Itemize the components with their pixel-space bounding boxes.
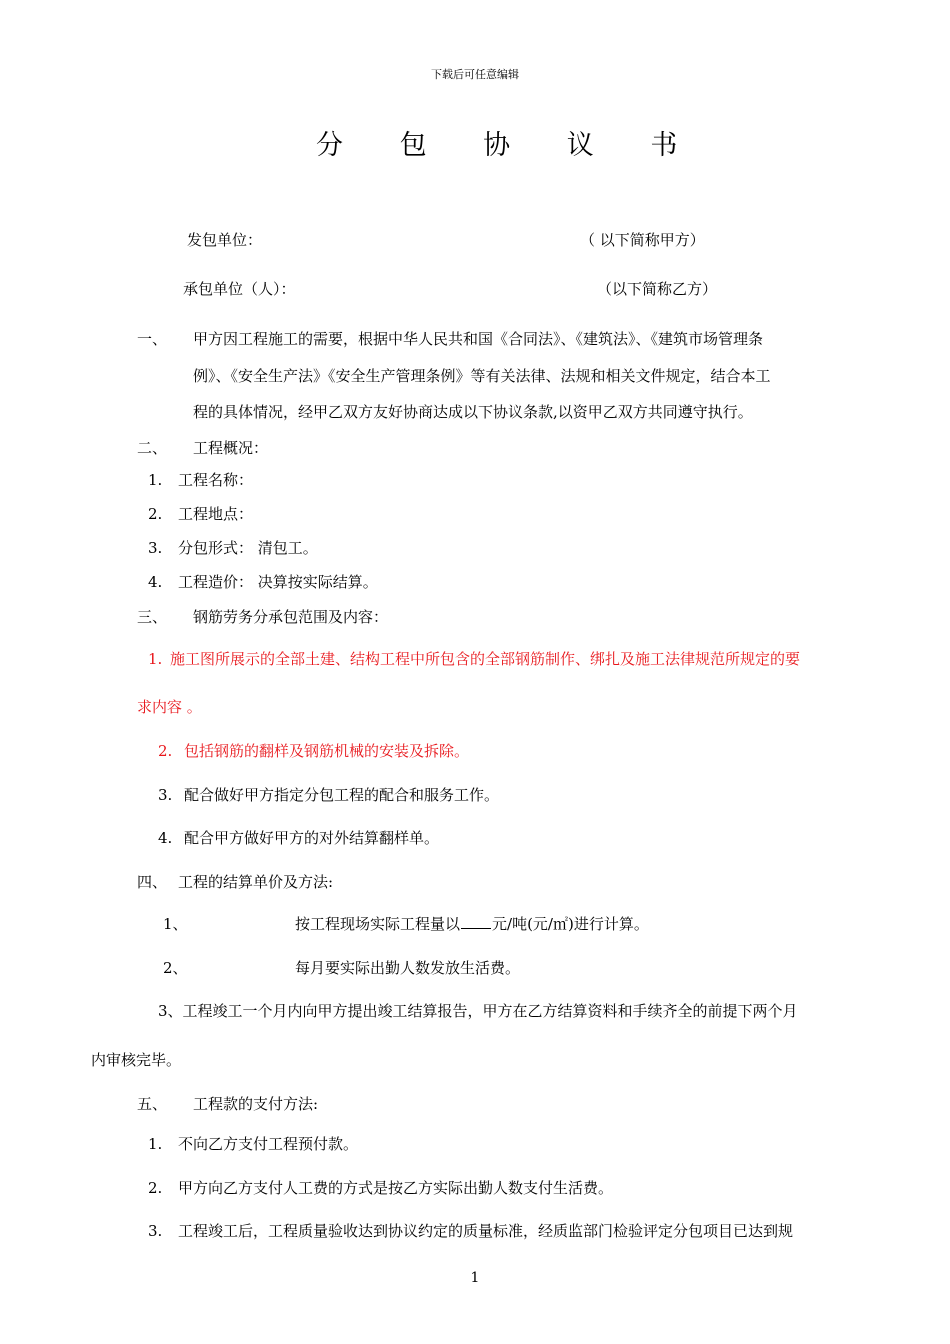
section-4-heading: 工程的结算单价及方法: [178, 873, 334, 891]
section-5-item-3-number: 3. [148, 1222, 163, 1240]
section-4-item-1-text [295, 914, 649, 934]
section-5-item-1-text: 不向乙方支付工程预付款。 [178, 1135, 359, 1153]
section-2-item-1-number: 1. [148, 471, 163, 489]
section-2-item-1-text: 工程名称： [178, 471, 254, 489]
section-3-item-1-line-2: 求内容 。 [137, 698, 202, 716]
section-3-item-1-number: 1. [148, 650, 163, 668]
section-3-item-3-number: 3. [158, 786, 173, 804]
section-3-item-3-text: 配合做好甲方指定分包工程的配合和服务工作。 [184, 786, 500, 804]
section-4-item-1-post: 元/吨(元/㎡)进行计算。 [492, 915, 649, 933]
section-2-item-2-number: 2. [148, 505, 163, 523]
section-1-line-2: 例》、《安全生产法》《安全生产管理条例》等有关法律、法规和相关文件规定，结合本工 [193, 367, 771, 385]
section-3-item-1-line-1: 施工图所展示的全部土建、结构工程中所包含的全部钢筋制作、绑扎及施工法律规范所规定的要 [170, 650, 801, 668]
header-note: 下载后可任意编辑 [431, 68, 519, 81]
section-4-item-2-text: 每月要实际出勤人数发放生活费。 [295, 959, 521, 977]
unit-price-blank [461, 914, 491, 929]
section-4-item-2-number: 2、 [163, 959, 188, 977]
section-4-item-1-number: 1、 [163, 915, 188, 933]
section-4-item-3-line-1: 3、工程竣工一个月内向甲方提出竣工结算报告，甲方在乙方结算资料和手续齐全的前提下两个月 [158, 1002, 798, 1020]
section-1-line-1: 甲方因工程施工的需要，根据中华人民共和国《合同法》、《建筑法》、《建筑市场管理条 [193, 330, 764, 348]
section-5-number: 五、 [137, 1095, 168, 1113]
section-3-item-4-number: 4. [158, 829, 173, 847]
section-2-item-3-text: 分包形式： 清包工。 [178, 539, 318, 557]
section-3-item-2-number: 2. [158, 742, 173, 760]
section-3-heading: 钢筋劳务分承包范围及内容： [193, 608, 389, 626]
section-1-number: 一、 [137, 330, 168, 348]
section-2-item-2-text: 工程地点： [178, 505, 254, 523]
employer-label: 发包单位： [187, 231, 263, 249]
section-2-number: 二、 [137, 439, 168, 457]
section-1-line-3: 程的具体情况，经甲乙双方友好协商达成以下协议条款,以资甲乙双方共同遵守执行。 [193, 403, 753, 421]
page-number: 1 [470, 1270, 480, 1286]
section-5-item-3-text: 工程竣工后，工程质量验收达到协议约定的质量标准，经质监部门检验评定分包项目已达到规 [178, 1222, 794, 1240]
section-4-item-1-pre: 按工程现场实际工程量以 [295, 915, 461, 933]
section-5-heading: 工程款的支付方法: [193, 1095, 319, 1113]
employer-note: （ 以下简称甲方） [580, 231, 705, 249]
contractor-label: 承包单位（人）： [183, 280, 296, 298]
section-3-item-4-text: 配合甲方做好甲方的对外结算翻样单。 [184, 829, 440, 847]
section-5-item-2-text: 甲方向乙方支付人工费的方式是按乙方实际出勤人数支付生活费。 [178, 1179, 614, 1197]
section-5-item-2-number: 2. [148, 1179, 163, 1197]
page-title: 分 包 协 议 书 [316, 130, 702, 161]
section-2-item-4-number: 4. [148, 573, 163, 591]
contractor-note: （以下简称乙方） [597, 280, 718, 298]
section-3-item-2-text: 包括钢筋的翻样及钢筋机械的安装及拆除。 [184, 742, 470, 760]
section-2-heading: 工程概况： [193, 439, 269, 457]
section-4-item-3-line-2: 内审核完毕。 [91, 1051, 182, 1069]
section-4-number: 四、 [137, 873, 168, 891]
section-2-item-4-text: 工程造价： 决算按实际结算。 [178, 573, 378, 591]
section-5-item-1-number: 1. [148, 1135, 163, 1153]
section-3-number: 三、 [137, 608, 168, 626]
section-2-item-3-number: 3. [148, 539, 163, 557]
